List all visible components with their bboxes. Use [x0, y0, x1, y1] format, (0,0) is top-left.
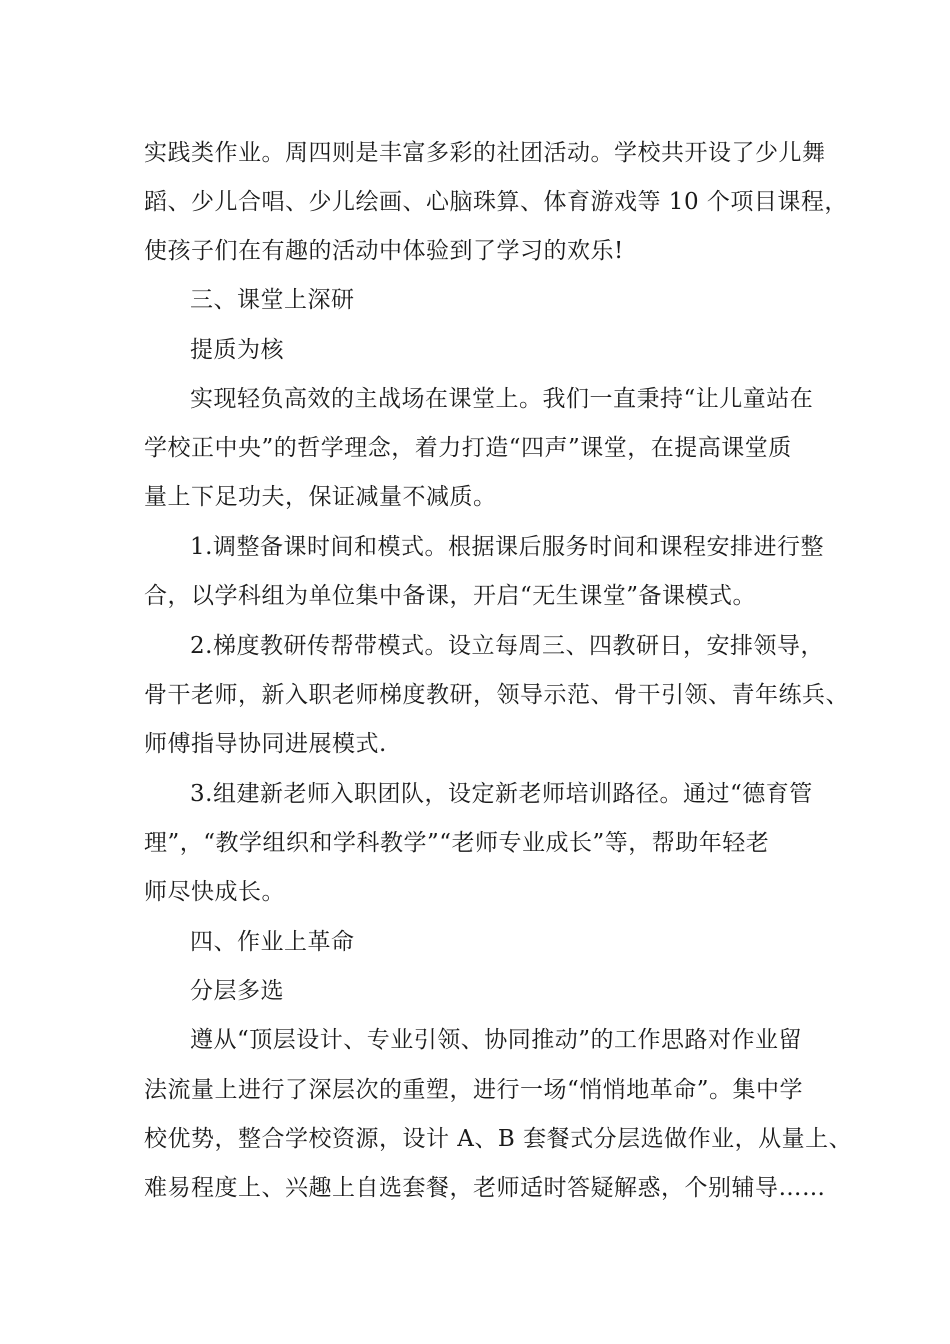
list-item-line: 骨干老师，新入职老师梯度教研，领导示范、骨干引领、青年练兵、 — [144, 682, 849, 708]
paragraph-line: 实践类作业。周四则是丰富多彩的社团活动。学校共开设了少儿舞 — [144, 140, 826, 166]
list-item-line: 2.梯度教研传帮带模式。设立每周三、四教研日，安排领导， — [190, 633, 824, 659]
sub-heading: 分层多选 — [190, 978, 284, 1004]
list-item-line: 师尽快成长。 — [144, 879, 285, 905]
paragraph-line: 法流量上进行了深层次的重塑，进行一场“悄悄地革命”。集中学 — [144, 1077, 804, 1103]
list-item-line: 师傅指导协同进展模式. — [144, 731, 387, 757]
paragraph-line: 遵从“顶层设计、专业引领、协同推动”的工作思路对作业留 — [190, 1027, 803, 1053]
paragraph-line: 蹈、少儿合唱、少儿绘画、心脑珠算、体育游戏等 10 个项目课程， — [144, 189, 848, 215]
list-item-line: 合，以学科组为单位集中备课，开启“无生课堂”备课模式。 — [144, 583, 757, 609]
sub-heading: 提质为核 — [190, 337, 284, 363]
section-heading: 三、课堂上深研 — [190, 287, 355, 313]
paragraph-line: 实现轻负高效的主战场在课堂上。我们一直秉持“让儿童站在 — [190, 386, 814, 412]
paragraph-line: 校优势，整合学校资源，设计 A、B 套餐式分层选做作业，从量上、 — [144, 1126, 853, 1152]
paragraph-line: 难易程度上、兴趣上自选套餐，老师适时答疑解惑，个别辅导…… — [144, 1175, 826, 1201]
section-heading: 四、作业上革命 — [190, 929, 355, 955]
paragraph-line: 学校正中央”的哲学理念，着力打造“四声”课堂，在提高课堂质 — [144, 435, 792, 461]
list-item-line: 1.调整备课时间和模式。根据课后服务时间和课程安排进行整 — [190, 534, 824, 560]
list-item-line: 理”，“教学组织和学科教学”“老师专业成长”等，帮助年轻老 — [144, 830, 770, 856]
paragraph-line: 使孩子们在有趣的活动中体验到了学习的欢乐! — [144, 238, 624, 264]
paragraph-line: 量上下足功夫，保证减量不减质。 — [144, 484, 497, 510]
list-item-line: 3.组建新老师入职团队，设定新老师培训路径。通过“德育管 — [190, 781, 813, 807]
